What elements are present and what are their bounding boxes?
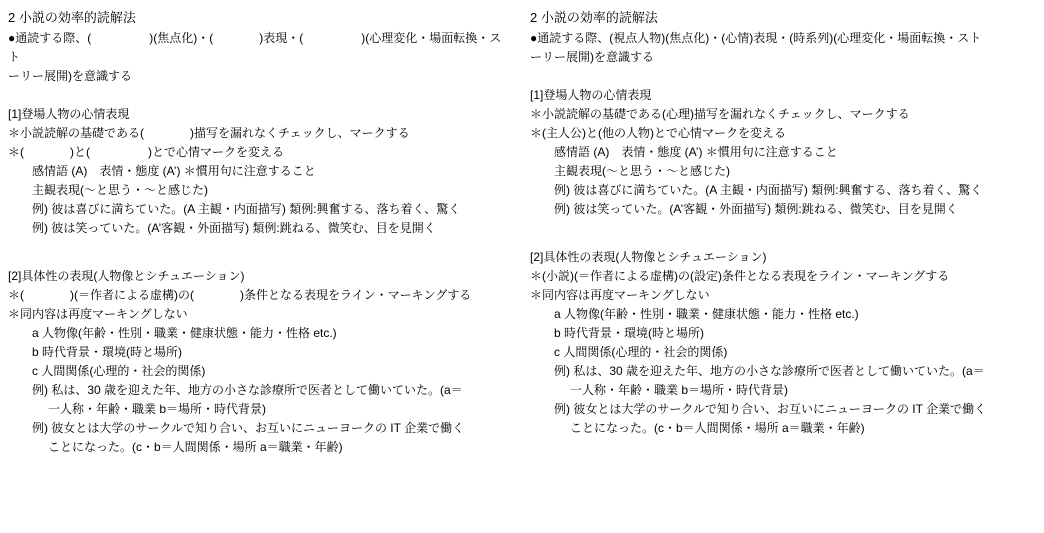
lead-text-mid1: )(焦点化)・( (149, 31, 214, 45)
text-pre: ＊( (8, 145, 24, 159)
section-2-example-2-line-1-left: 例) 彼女とは大学のサークルで知り合い、お互いにニューヨークの IT 企業で働く (32, 421, 465, 435)
section-1-example-1-left: 例) 彼は喜びに満ちていた。(A 主観・内面描写) 類例:興奮する、落ち着く、驚く (32, 202, 461, 216)
section-2-item-c-right: c 人間関係(心理的・社会的関係) (554, 345, 728, 359)
section-1-line-3-left: 感情語 (A) 表情・態度 (A’) ＊慣用句に注意すること (32, 164, 316, 178)
section-2-example-2-line-2-left: ことになった。(c・b＝人間関係・場所 a＝職業・年齢) (48, 440, 343, 454)
lead-line-1: ●通読する際、(視点人物)(焦点化)・(心情)表現・(時系列)(心理変化・場面転換・スト (530, 31, 982, 45)
section-2-line-2-left: ＊同内容は再度マーキングしない (8, 307, 188, 321)
section-2-line-2-right: ＊同内容は再度マーキングしない (530, 288, 710, 302)
section-1-line-4-left: 主観表現(〜と思う・〜と感じた) (32, 183, 208, 197)
section-1-example-2-right: 例) 彼は笑っていた。(A’客観・外面描写) 類例:跳ねる、微笑む、目を見開く (554, 202, 958, 216)
section-2-heading-left: [2]具体性の表現(人物像とシチュエーション) (8, 269, 245, 283)
section-1-line-4-right: 主観表現(〜と思う・〜と感じた) (554, 164, 730, 178)
spacer (8, 257, 512, 267)
spacer (530, 238, 1034, 248)
section-1-example-1-right: 例) 彼は喜びに満ちていた。(A 主観・内面描写) 類例:興奮する、落ち着く、驚く (554, 183, 983, 197)
section-1-line-2-left (8, 143, 512, 162)
page-title-right: 2 小説の効率的読解法 (530, 10, 658, 25)
lead-text-post: )(心理変化・場面転換・スト (8, 31, 502, 64)
section-1-line-2-right: ＊(主人公)と(他の人物)とで心情マークを変える (530, 126, 786, 140)
section-2-item-b-right: b 時代背景・環境(時と場所) (554, 326, 705, 340)
section-1-line-1-right: ＊小説読解の基礎である(心理)描写を漏れなくチェックし、マークする (530, 107, 910, 121)
section-2-example-1-line-2-left: 一人称・年齢・職業 b＝場所・時代背景) (48, 402, 267, 416)
text-post: )条件となる表現をライン・マーキングする (240, 288, 472, 302)
text-mid: )(＝作者による虚構)の( (70, 288, 194, 302)
section-2-example-1-line-1-right: 例) 私は、30 歳を迎えた年、地方の小さな診療所で医者として働いていた。(a＝ (554, 364, 985, 378)
page-title-left: 2 小説の効率的読解法 (8, 10, 136, 25)
spacer (530, 67, 1034, 86)
section-2-example-2-line-1-right: 例) 彼女とは大学のサークルで知り合い、お互いにニューヨークの IT 企業で働く (554, 402, 987, 416)
lead-line-2: ーリー展開)を意識する (530, 50, 654, 64)
section-2-line-1-left (8, 286, 512, 305)
section-2-item-b-left: b 時代背景・環境(時と場所) (32, 345, 183, 359)
section-1-line-3-right: 感情語 (A) 表情・態度 (A’) ＊慣用句に注意すること (554, 145, 838, 159)
spacer (530, 219, 1034, 238)
lead-text-mid2: )表現・( (259, 31, 304, 45)
lead-paragraph-right (530, 29, 1034, 67)
text-pre: ＊小説読解の基礎である( (8, 126, 144, 140)
lead-paragraph-left (8, 29, 512, 86)
text-pre: ＊( (8, 288, 24, 302)
text-mid: )と( (70, 145, 90, 159)
lead-text-pre: ●通読する際、( (8, 31, 92, 45)
section-2-item-a-right: a 人物像(年齢・性別・職業・健康状態・能力・性格 etc.) (554, 307, 859, 321)
spacer (8, 86, 512, 105)
section-2-item-c-left: c 人間関係(心理的・社会的関係) (32, 364, 206, 378)
section-2-example-2-line-2-right: ことになった。(c・b＝人間関係・場所 a＝職業・年齢) (570, 421, 865, 435)
section-1-heading-left: [1]登場人物の心情表現 (8, 107, 130, 121)
lead-line-2: ーリー展開)を意識する (8, 69, 132, 83)
section-1-example-2-left: 例) 彼は笑っていた。(A’客観・外面描写) 類例:跳ねる、微笑む、目を見開く (32, 221, 436, 235)
section-2-heading-right: [2]具体性の表現(人物像とシチュエーション) (530, 250, 767, 264)
section-2-example-1-line-2-right: 一人称・年齢・職業 b＝場所・時代背景) (570, 383, 789, 397)
section-2-line-1-right: ＊(小説)(＝作者による虚構)の(設定)条件となる表現をライン・マーキングする (530, 269, 950, 283)
section-2-example-1-line-1-left: 例) 私は、30 歳を迎えた年、地方の小さな診療所で医者として働いていた。(a＝ (32, 383, 463, 397)
section-2-item-a-left: a 人物像(年齢・性別・職業・健康状態・能力・性格 etc.) (32, 326, 337, 340)
section-1-heading-right: [1]登場人物の心情表現 (530, 88, 652, 102)
text-post: )描写を漏れなくチェックし、マークする (190, 126, 410, 140)
right-column (522, 0, 1044, 533)
section-1-line-1-left (8, 124, 512, 143)
text-post: )とで心情マークを変える (148, 145, 284, 159)
spacer (8, 238, 512, 257)
